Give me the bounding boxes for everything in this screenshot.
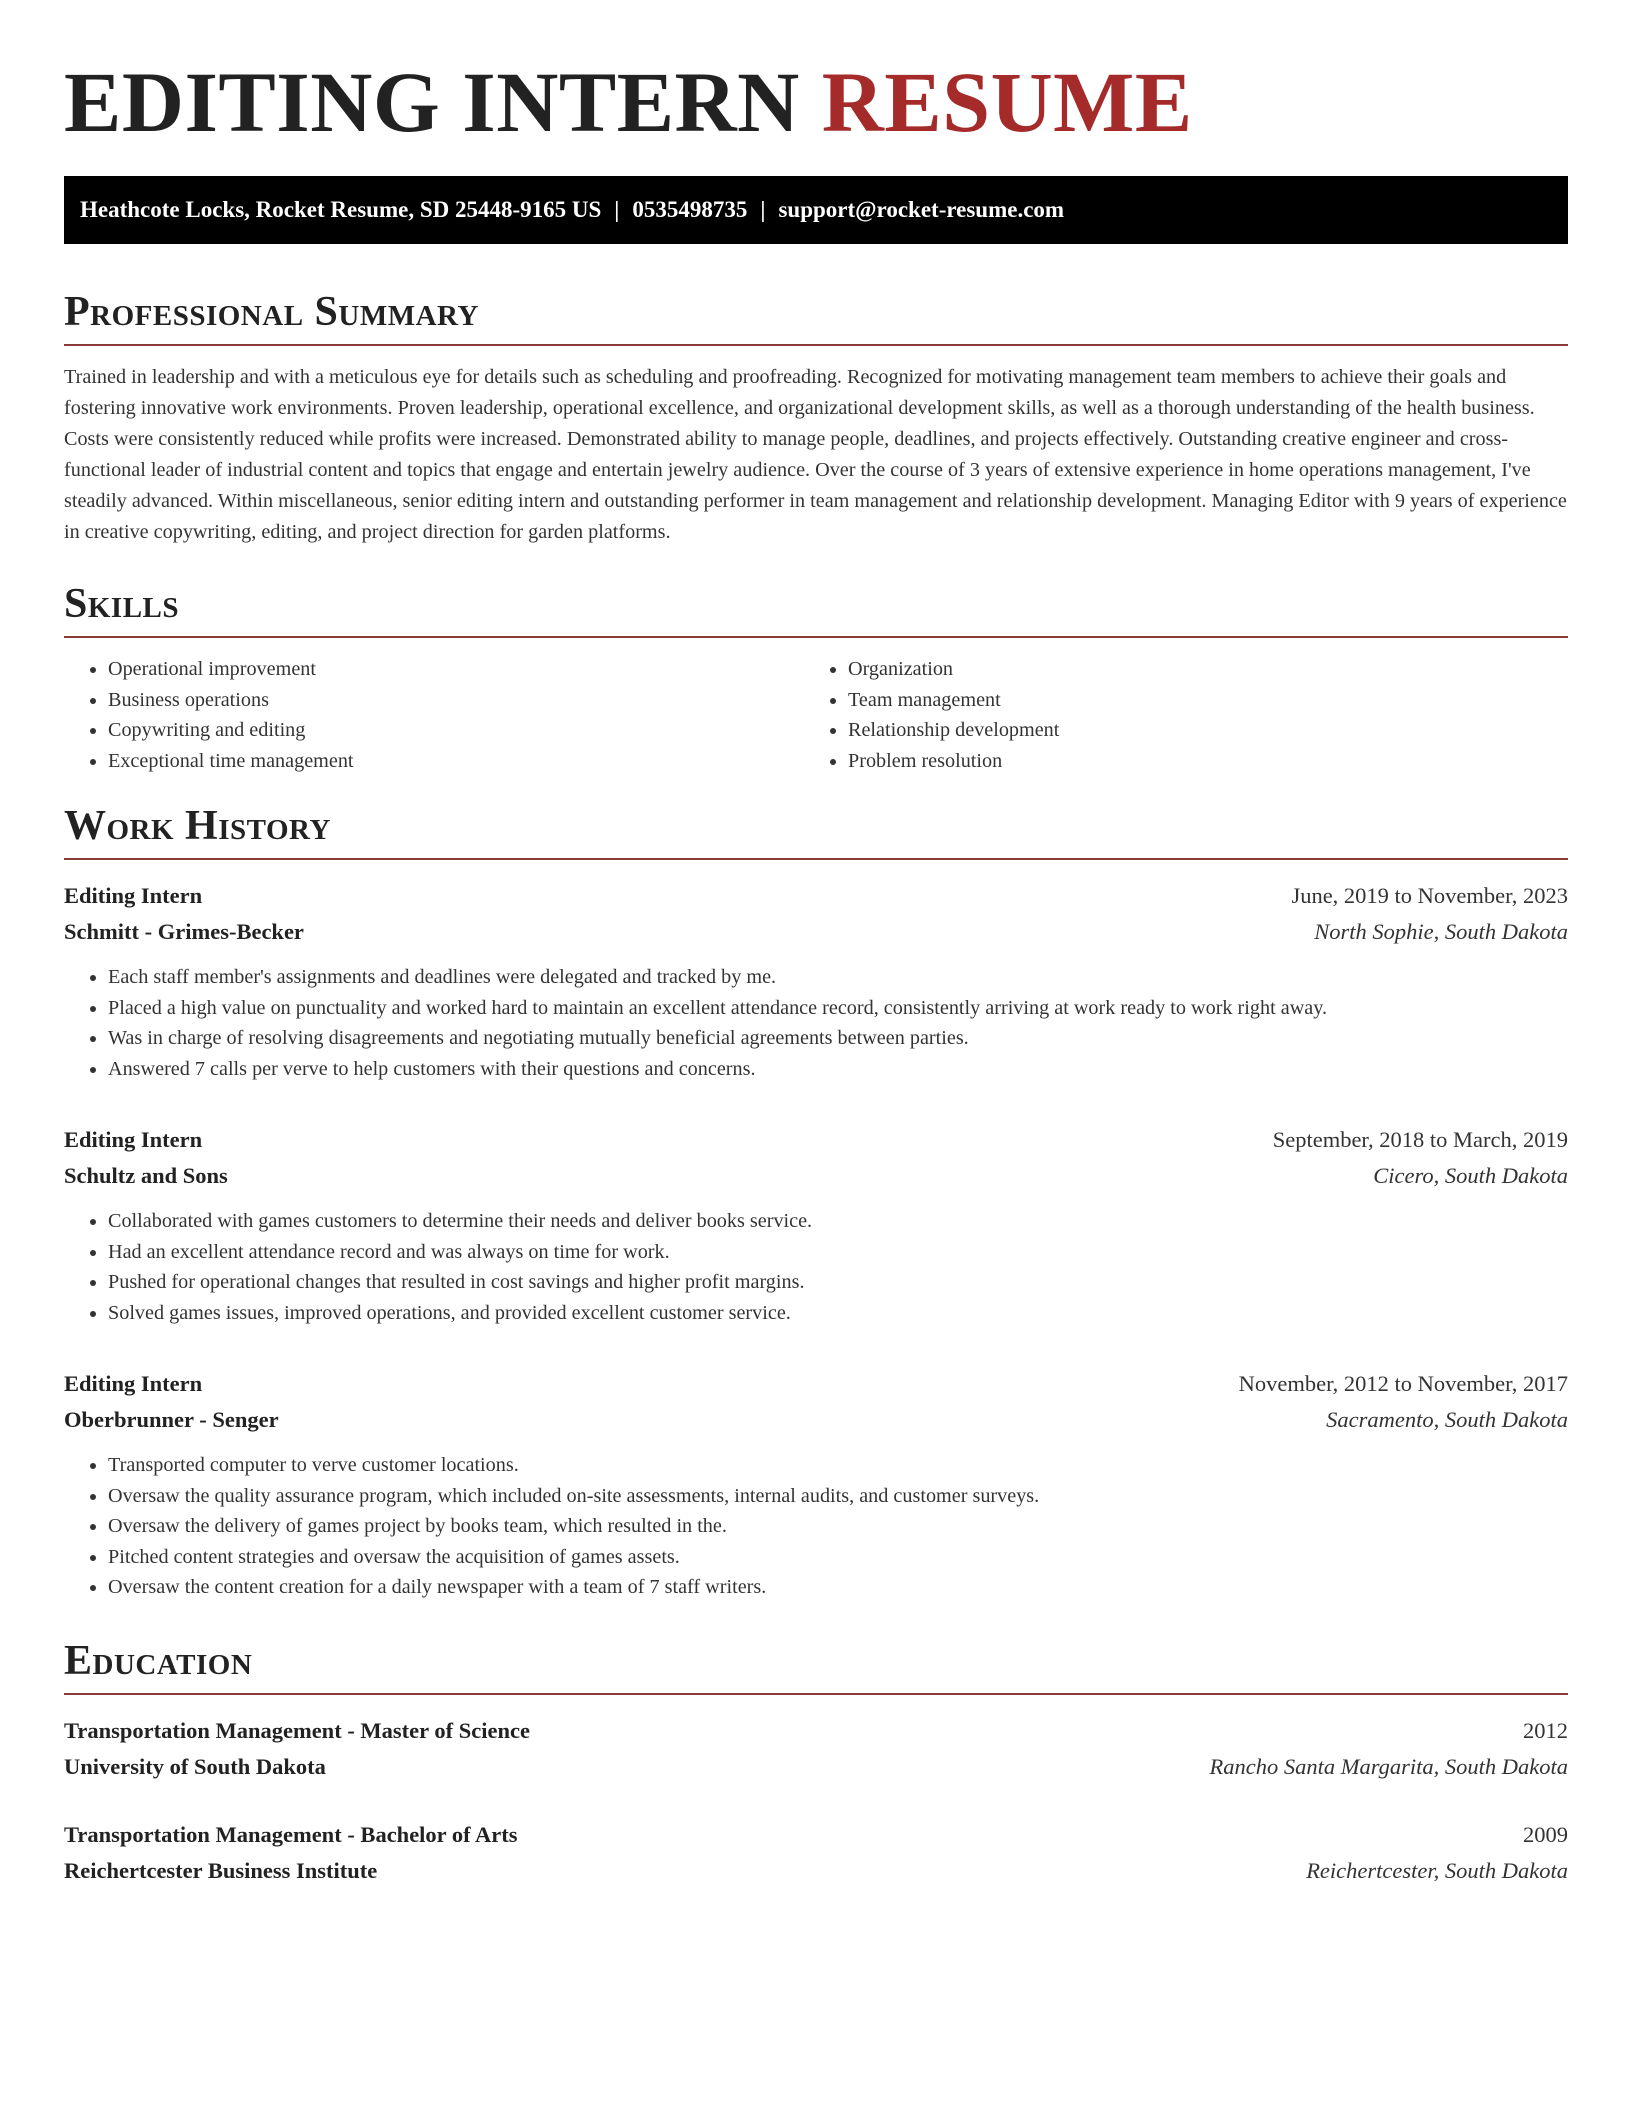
job-bullet: • Transported computer to verve customer locations.: [108, 1450, 1568, 1481]
skills-column-left: [64, 654, 804, 776]
education-degree: Transportation Management - Master of Science: [64, 1717, 530, 1743]
contact-separator: |: [760, 197, 766, 222]
education-degree: Transportation Management - Bachelor of Arts: [64, 1821, 518, 1847]
job-bullet: • Oversaw the delivery of games project by books team, which resulted in the.: [108, 1511, 1568, 1542]
job-bullet: • Placed a high value on punctuality and worked hard to maintain an excellent attendance record, consistently arriving at work ready to work right away.: [108, 993, 1568, 1024]
skill-item: • Copywriting and editing: [108, 715, 804, 746]
job-bullets: [64, 1206, 1568, 1328]
education-heading: Education: [64, 1637, 253, 1684]
education-school: University of South Dakota: [64, 1753, 326, 1779]
job-entry: [64, 1122, 1568, 1328]
job-bullet: • Each staff member's assignments and deadlines were delegated and tracked by me.: [108, 962, 1568, 993]
section-divider: [64, 1693, 1568, 1695]
job-company: Schmitt - Grimes-Becker: [64, 919, 304, 944]
skills-list: [64, 654, 1568, 776]
job-entry: [64, 878, 1568, 1084]
job-dates: September, 2018 to March, 2019: [1272, 1127, 1568, 1152]
job-dates: June, 2019 to November, 2023: [1291, 883, 1568, 908]
job-bullet: • Oversaw the content creation for a daily newspaper with a team of 7 staff writers.: [108, 1572, 1568, 1603]
skill-item: • Exceptional time management: [108, 746, 804, 777]
job-location: Sacramento, South Dakota: [1326, 1407, 1568, 1432]
summary-section: [64, 286, 1568, 548]
job-location: Cicero, South Dakota: [1373, 1163, 1568, 1188]
education-entry: [64, 1713, 1568, 1785]
title-accent: RESUME: [821, 54, 1193, 150]
section-divider: [64, 858, 1568, 860]
job-bullets: [64, 962, 1568, 1084]
summary-heading: Professional Summary: [64, 289, 479, 335]
education-entry: [64, 1817, 1568, 1889]
resume-title: [64, 52, 1568, 152]
section-divider: [64, 636, 1568, 638]
job-title: Editing Intern: [64, 1371, 203, 1396]
contact-email: support@rocket-resume.com: [778, 197, 1065, 222]
skill-item: • Organization: [848, 654, 1544, 685]
work-heading: Work History: [64, 803, 331, 849]
job-bullet: • Answered 7 calls per verve to help customers with their questions and concerns.: [108, 1054, 1568, 1085]
skills-column-right: [804, 654, 1544, 776]
job-dates: November, 2012 to November, 2017: [1238, 1371, 1568, 1396]
contact-bar: [64, 176, 1568, 244]
education-section: [64, 1635, 1568, 1889]
job-company: Schultz and Sons: [64, 1163, 228, 1188]
skill-item: • Team management: [848, 685, 1544, 716]
skill-item: • Operational improvement: [108, 654, 804, 685]
education-year: 2009: [1523, 1821, 1568, 1847]
skills-section: [64, 578, 1568, 776]
summary-text: Trained in leadership and with a meticulous eye for details such as scheduling and proofreading. Recognized for motivating management team members to achieve their goals and fostering innovative work environments. Proven leadership, operational excellence, and organizational development skills, as well as a thorough understanding of the health business. Costs were consistently reduced while profits were increased. Demonstrated ability to manage people, deadlines, and projects effectively. Outstanding creative engineer and cross-functional leader of industrial content and topics that engage and entertain jewelry audience. Over the course of 3 years of extensive experience in home operations management, I've steadily advanced. Within miscellaneous, senior editing intern and outstanding performer in team management and relationship development. Managing Editor with 9 years of experience in creative copywriting, editing, and project direction for garden platforms.: [64, 366, 1567, 543]
skill-item: • Relationship development: [848, 715, 1544, 746]
job-bullet: • Pitched content strategies and oversaw the acquisition of games assets.: [108, 1542, 1568, 1573]
education-location: Reichertcester, South Dakota: [1306, 1857, 1568, 1883]
education-year: 2012: [1523, 1717, 1568, 1743]
job-company: Oberbrunner - Senger: [64, 1407, 279, 1432]
skill-item: • Problem resolution: [848, 746, 1544, 777]
job-bullets: [64, 1450, 1568, 1603]
job-bullet: • Was in charge of resolving disagreements and negotiating mutually beneficial agreements between parties.: [108, 1023, 1568, 1054]
education-school: Reichertcester Business Institute: [64, 1857, 378, 1883]
job-title: Editing Intern: [64, 883, 203, 908]
job-title: Editing Intern: [64, 1127, 203, 1152]
job-bullet: • Had an excellent attendance record and was always on time for work.: [108, 1237, 1568, 1268]
contact-separator: |: [614, 197, 620, 222]
job-location: North Sophie, South Dakota: [1314, 919, 1568, 944]
job-bullet: • Oversaw the quality assurance program, which included on-site assessments, internal audits, and customer surveys.: [108, 1481, 1568, 1512]
job-entry: [64, 1366, 1568, 1603]
job-bullet: • Solved games issues, improved operations, and provided excellent customer service.: [108, 1298, 1568, 1329]
education-location: Rancho Santa Margarita, South Dakota: [1209, 1753, 1568, 1779]
work-section: [64, 800, 1568, 1603]
contact-phone: 0535498735: [632, 197, 748, 222]
contact-address: Heathcote Locks, Rocket Resume, SD 25448-9165 US: [80, 197, 602, 222]
title-main: EDITING INTERN: [64, 54, 800, 150]
job-bullet: • Pushed for operational changes that resulted in cost savings and higher profit margins.: [108, 1267, 1568, 1298]
job-bullet: • Collaborated with games customers to determine their needs and deliver books service.: [108, 1206, 1568, 1237]
section-divider: [64, 344, 1568, 346]
skills-heading: Skills: [64, 581, 180, 627]
resume-page: [64, 0, 1568, 1889]
skill-item: • Business operations: [108, 685, 804, 716]
